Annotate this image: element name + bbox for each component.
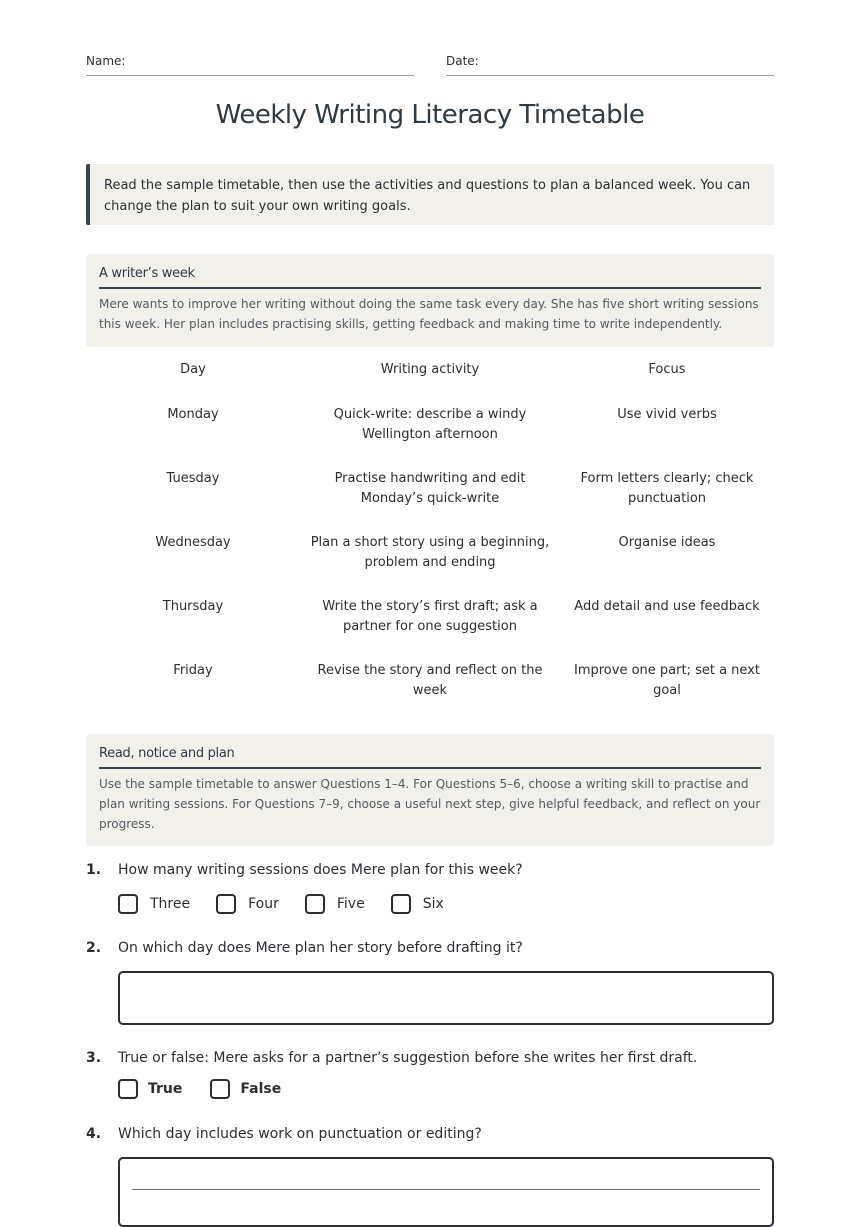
option-label: Five [336, 896, 365, 912]
question-text: Which day includes work on punctuation or editing? [118, 1126, 482, 1142]
cell-day: Friday [173, 663, 213, 678]
section-read-notice-plan [86, 734, 774, 846]
option-group [118, 894, 470, 914]
option-label: Six [422, 896, 444, 912]
question-3 [86, 1050, 774, 1110]
option-label: True [148, 1081, 183, 1097]
option-three[interactable] [118, 894, 190, 914]
question-number: 3. [86, 1050, 102, 1066]
question-number: 1. [86, 862, 102, 878]
answer-box[interactable] [118, 1157, 774, 1227]
date-label: Date: [446, 54, 479, 68]
section-text: Mere wants to improve her writing without doing the same task every day. She has five short writing sessions this week. Her plan includes practising skills, getting feedback and making time to write independently. [99, 297, 759, 331]
option-five[interactable] [305, 894, 365, 914]
section-writers-week [86, 254, 774, 347]
cell-focus: Organise ideas [618, 535, 716, 550]
cell-activity: Revise the story and reflect on the week [317, 663, 543, 698]
header-activity: Writing activity [380, 362, 480, 377]
header-day: Day [180, 362, 206, 377]
checkbox[interactable] [216, 894, 236, 914]
option-group [118, 1079, 309, 1099]
intro-callout: Read the sample timetable, then use the activities and questions to plan a balanced week. You can change the plan to suit your own writing goals. [86, 164, 774, 225]
answer-box[interactable] [118, 971, 774, 1025]
checkbox[interactable] [210, 1079, 230, 1099]
header-focus: Focus [648, 362, 686, 377]
name-label: Name: [86, 54, 126, 68]
question-text: How many writing sessions does Mere plan for this week? [118, 862, 523, 878]
question-1 [86, 862, 774, 922]
option-label: False [240, 1081, 282, 1097]
cell-focus: Add detail and use feedback [574, 599, 760, 614]
question-2 [86, 940, 774, 1030]
cell-activity: Practise handwriting and edit Monday’s quick-write [334, 471, 526, 506]
name-date-row [86, 54, 774, 76]
question-text: True or false: Mere asks for a partner’s suggestion before she writes her first draft. [118, 1050, 698, 1066]
date-field[interactable] [446, 54, 774, 76]
question-number: 2. [86, 940, 102, 956]
name-field[interactable] [86, 54, 414, 76]
cell-day: Tuesday [166, 471, 220, 486]
question-text: On which day does Mere plan her story before drafting it? [118, 940, 523, 956]
table-row [86, 533, 774, 597]
cell-activity: Plan a short story using a beginning, problem and ending [310, 535, 550, 570]
section-text: Use the sample timetable to answer Questions 1–4. For Questions 5–6, choose a writing skill to practise and plan writing sessions. For Questions 7–9, choose a useful next step, give helpful feedback, and reflect on your progress. [99, 777, 761, 831]
table-row [86, 405, 774, 469]
checkbox[interactable] [391, 894, 411, 914]
checkbox[interactable] [305, 894, 325, 914]
checkbox[interactable] [118, 1079, 138, 1099]
cell-focus: Improve one part; set a next goal [574, 663, 760, 698]
question-4 [86, 1126, 774, 1216]
cell-day: Thursday [162, 599, 224, 614]
cell-focus: Form letters clearly; check punctuation [580, 471, 754, 506]
checkbox[interactable] [118, 894, 138, 914]
option-label: Three [150, 896, 191, 912]
option-false[interactable] [210, 1079, 281, 1099]
cell-day: Monday [167, 407, 219, 422]
option-true[interactable] [118, 1079, 182, 1099]
table-row [86, 597, 774, 661]
page-title: Weekly Writing Literacy Timetable [215, 100, 645, 130]
option-six[interactable] [391, 894, 444, 914]
section-title: Read, notice and plan [99, 746, 761, 769]
cell-day: Wednesday [155, 535, 231, 550]
timetable [86, 358, 774, 725]
table-header-row [86, 358, 774, 405]
table-row [86, 661, 774, 725]
question-number: 4. [86, 1126, 102, 1142]
option-four[interactable] [216, 894, 279, 914]
cell-activity: Quick-write: describe a windy Wellington afternoon [333, 407, 527, 442]
cell-activity: Write the story’s first draft; ask a partner for one suggestion [322, 599, 538, 634]
cell-focus: Use vivid verbs [617, 407, 717, 422]
section-title: A writer’s week [99, 266, 761, 289]
table-row [86, 469, 774, 533]
option-label: Four [248, 896, 279, 912]
answer-line [132, 1189, 760, 1190]
